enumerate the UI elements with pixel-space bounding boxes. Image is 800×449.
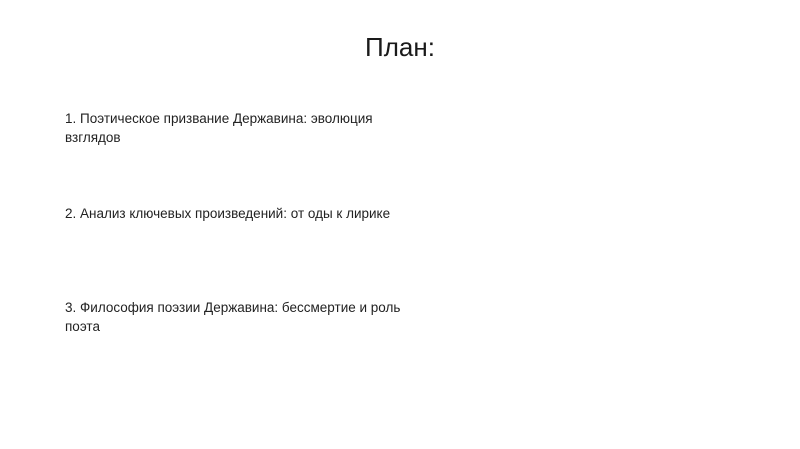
- plan-item-3: 3. Философия поэзии Державина: бессмертие и роль поэта: [65, 300, 401, 334]
- plan-item-2: 2. Анализ ключевых произведений: от оды к лирике: [65, 206, 391, 221]
- plan-item-1: 1. Поэтическое призвание Державина: эволюция взглядов: [65, 111, 373, 145]
- slide-title: План:: [365, 32, 435, 62]
